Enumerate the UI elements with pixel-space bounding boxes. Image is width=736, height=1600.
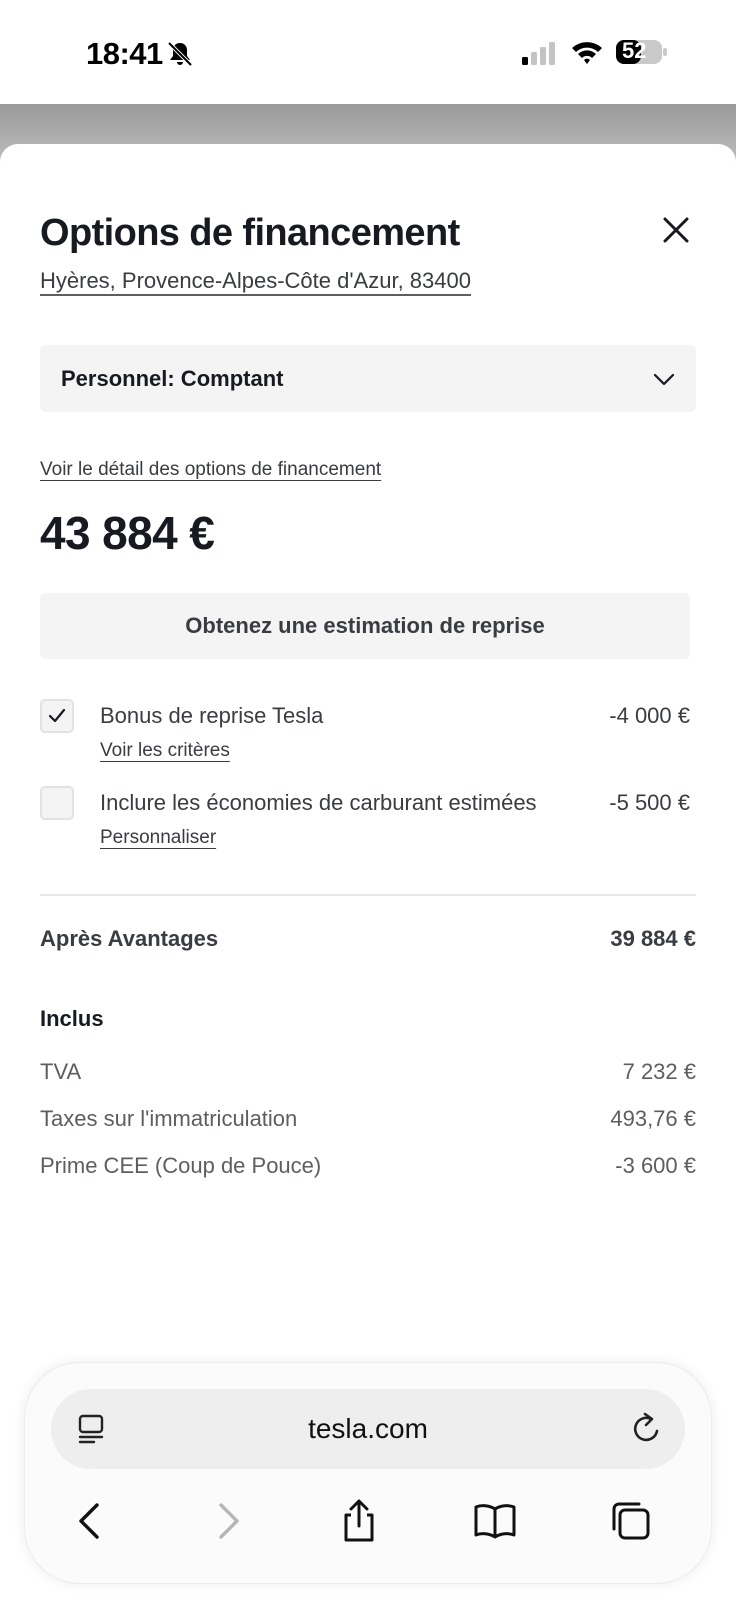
total-price: 43 884 € <box>40 507 215 559</box>
trade-in-bonus-checkbox[interactable] <box>40 699 74 733</box>
cee-bonus-value: -3 600 € <box>615 1153 696 1178</box>
vat-value: 7 232 € <box>622 1059 696 1084</box>
status-bar <box>0 0 736 104</box>
trade-in-bonus-label: Bonus de reprise Tesla <box>100 703 324 728</box>
vat-label: TVA <box>40 1059 82 1084</box>
after-benefits-label: Après Avantages <box>40 926 219 951</box>
chevron-down-icon <box>652 367 676 391</box>
payment-type-value: Personnel: Comptant <box>61 366 284 391</box>
fuel-savings-label: Inclure les économies de carburant estimées <box>100 790 537 815</box>
trade-in-bonus-value: -4 000 € <box>609 703 690 728</box>
url-text: tesla.com <box>308 1413 428 1444</box>
fuel-savings-value: -5 500 € <box>609 790 690 815</box>
bell-muted-icon <box>166 40 194 68</box>
cee-bonus-label: Prime CEE (Coup de Pouce) <box>40 1153 322 1178</box>
included-heading: Inclus <box>40 1006 104 1031</box>
criteria-link[interactable]: Voir les critères <box>100 740 230 761</box>
reload-icon[interactable] <box>631 1411 663 1445</box>
status-time: 18:41 <box>86 36 163 71</box>
customize-link[interactable]: Personnaliser <box>100 827 217 848</box>
forward-arrow-icon[interactable] <box>205 1499 249 1543</box>
after-benefits-value: 39 884 € <box>610 926 696 951</box>
trade-in-estimate-button[interactable]: Obtenez une estimation de reprise <box>40 593 690 659</box>
address-bar[interactable] <box>51 1389 685 1469</box>
battery-level: 52 <box>622 38 647 63</box>
payment-type-select[interactable] <box>40 345 696 412</box>
financing-details-link[interactable]: Voir le détail des options de financement <box>40 459 382 480</box>
browser-toolbar <box>24 1362 712 1584</box>
back-arrow-icon[interactable] <box>69 1499 113 1543</box>
bookmarks-icon[interactable] <box>473 1499 517 1543</box>
sheet-title: Options de financement <box>40 212 460 254</box>
registration-tax-label: Taxes sur l'immatriculation <box>40 1106 298 1131</box>
fuel-savings-checkbox[interactable] <box>40 786 74 820</box>
wifi-icon <box>570 38 604 66</box>
location-link[interactable]: Hyères, Provence-Alpes-Côte d'Azur, 83400 <box>40 268 471 293</box>
tabs-icon[interactable] <box>609 1499 653 1543</box>
cellular-signal-icon <box>520 40 560 66</box>
close-icon[interactable] <box>660 214 692 246</box>
registration-tax-value: 493,76 € <box>610 1106 696 1131</box>
divider <box>40 894 696 896</box>
checkmark-icon <box>48 707 66 725</box>
share-icon[interactable] <box>337 1499 381 1543</box>
